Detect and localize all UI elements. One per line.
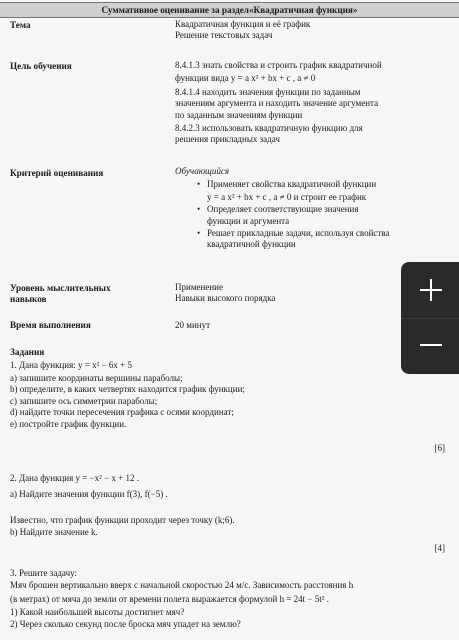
task-1-marks: [6]: [434, 443, 445, 453]
topic-value: [175, 19, 455, 42]
goal-line: функции вида y = a x² + bx + c , a ≠ 0: [175, 73, 316, 84]
task-3: 3. Решите задачу: Мяч брошен вертикально вверх с начальной скоростью 24 м/с. Зависимость расстояния h (в метрах) от мяча до земли от времени полета выражается формулой h = 24t − 5t² . 1) Какой наибольшей высоты достигнет мяч? 2) Через сколько секунд после броска мяч упадет на землю?: [10, 568, 354, 630]
level-value: Применение Навыки высокого порядка: [175, 282, 276, 304]
topic-line: Квадратичная функция и её график: [175, 19, 311, 29]
goal-label: Цель обучения: [10, 61, 72, 71]
topic-label: Тема: [10, 20, 31, 30]
task-2-part-b: Известно, что график функции проходит через точку (k;6). b) Найдите значение k.: [10, 515, 235, 537]
goal-line: решения прикладных задач: [175, 134, 280, 145]
criteria-list: [175, 179, 455, 250]
tasks-heading: Задания: [10, 347, 45, 357]
criteria-label: Критерий оценивания: [10, 168, 104, 178]
goal-line: 8.4.2.3 использовать квадратичную функцию для: [175, 123, 363, 134]
document-title: Суммативное оценивание за раздел«Квадратичная функция»: [101, 5, 358, 15]
goal-line: 8.4.1.3 знать свойства и строить график квадратичной: [175, 60, 382, 70]
goal-line: значениям аргумента и находить значение аргумента: [175, 98, 379, 109]
criteria-value: [175, 166, 455, 252]
time-label: Время выполнения: [10, 320, 91, 330]
task-2-marks: [4]: [434, 543, 445, 553]
header-bar: [0, 2, 459, 18]
time-value: 20 минут: [175, 320, 211, 330]
task-2: 2. Дана функция y = −x² − x + 12 . a) Найдите значения функции f(3), f(−5) .: [10, 473, 168, 499]
goal-line: по заданным значениям функции: [175, 109, 303, 120]
zoom-out-button[interactable]: [401, 318, 459, 374]
goal-line: 8.4.1.4 находить значения функции по заданным: [175, 86, 361, 97]
topic-line: Решение текстовых задач: [175, 30, 273, 41]
criteria-intro: Обучающийся: [175, 166, 230, 176]
criteria-item: • Определяет соответствующие значения функции и аргумента: [175, 204, 455, 227]
criteria-item: • Применяет свойства квадратичной функции y = a x² + bx + c , a ≠ 0 и строит ее график: [175, 179, 455, 203]
level-label: Уровень мыслительных навыков: [10, 283, 111, 304]
criteria-item: • Решает прикладные задачи, используя свойства квадратичной функции: [175, 228, 455, 251]
goal-value: [175, 60, 455, 146]
task-1: 1. Дана функция: y = x² − 6x + 5 a) запишите координаты вершины параболы; b) определите, в каких четвертях находится график функции; c) запишите ось симметрии параболы; d) найдите точки пересечения графика с осями координат; e) постройте график функции.: [10, 360, 245, 429]
zoom-in-button[interactable]: [401, 262, 459, 318]
